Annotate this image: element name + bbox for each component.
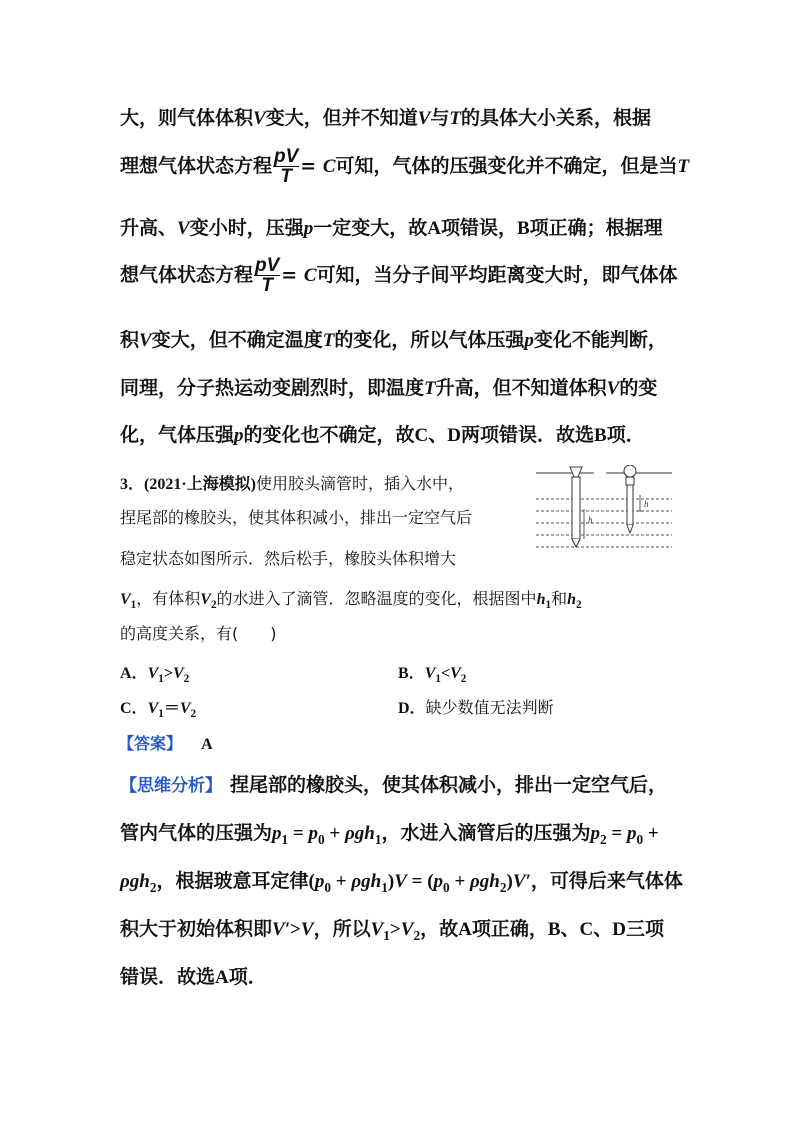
question-line4: $V_1$，有体积$V_2$的水进入了滴管．忽略温度的变化，根据图中$h_1$和$h_2$	[120, 589, 582, 612]
para1-line7: 化，气体压强p的变化也不确定，故C、D两项错误．故选B项．	[120, 424, 645, 446]
para1-line4: 想气体状态方程 $\frac{pV}{T}$ = C可知，当分子间平均距离变大时，即气体体	[120, 255, 678, 296]
svg-text:h: h	[644, 499, 649, 509]
option-b[interactable]: B．$V_1<V_2$	[398, 665, 467, 686]
answer-value: A	[201, 736, 213, 753]
para1-line5: 积V变大，但不确定温度T的变化，所以气体压强p变化不能判断，	[120, 329, 667, 351]
analysis-line2: 管内气体的压强为$p_1 = p_0 + \rho gh_1$，水进入滴管后的压强为$p_2 = p_0$ +	[120, 822, 659, 847]
analysis-line3: ρgh$_2$，根据玻意耳定律$(p_0 + \rho gh_1)V = (p_0 + \rho gh_2)V'$，可得后来气体体	[120, 870, 683, 895]
para1-line3: 升高、V变小时，压强p一定变大，故A项错误，B项正确；根据理	[120, 217, 663, 239]
analysis-line1: 【思维分析】 捏尾部的橡胶头，使其体积减小，排出一定空气后，	[120, 774, 668, 796]
para1-line6: 同理，分子热运动变剧烈时，即温度T升高，但不知道体积V的变	[120, 377, 658, 399]
ideal-gas-fraction: $\frac{pV}{T}$	[274, 146, 299, 187]
ideal-gas-fraction: $\frac{pV}{T}$	[255, 255, 280, 296]
question-line5: 的高度关系，有( )	[120, 624, 277, 643]
analysis-line4: 积大于初始体积即V′>V，所以$V_1>V_2$，故A项正确，B、C、D三项	[120, 918, 664, 943]
analysis-tag: 【思维分析】	[120, 776, 222, 796]
answer-line	[118, 731, 213, 754]
option-c[interactable]: C．$V_1=V_2$	[120, 700, 197, 721]
para1-line1: 大，则气体体积V变大，但并不知道V与T的具体大小关系，根据	[120, 107, 652, 129]
answer-tag: 【答案】	[118, 734, 183, 753]
question-line2: 捏尾部的橡胶头，使其体积减小，排出一定空气后	[120, 508, 473, 527]
analysis-line5: 错误．故选A项．	[120, 966, 267, 988]
para1-line2: 理想气体状态方程 $\frac{pV}{T}$ = C可知，气体的压强变化并不确定，但是当T	[120, 146, 690, 187]
option-d[interactable]: D．缺少数值无法判断	[398, 698, 554, 717]
question-line1: 3．(2021·上海模拟)使用胶头滴管时，插入水中，	[120, 474, 465, 493]
dropper-figure	[536, 465, 672, 560]
option-a[interactable]: A．$V_1>V_2$	[120, 665, 190, 686]
svg-text:h: h	[588, 515, 593, 525]
question-line3: 稳定状态如图所示．然后松手，橡胶头体积增大	[120, 549, 457, 568]
